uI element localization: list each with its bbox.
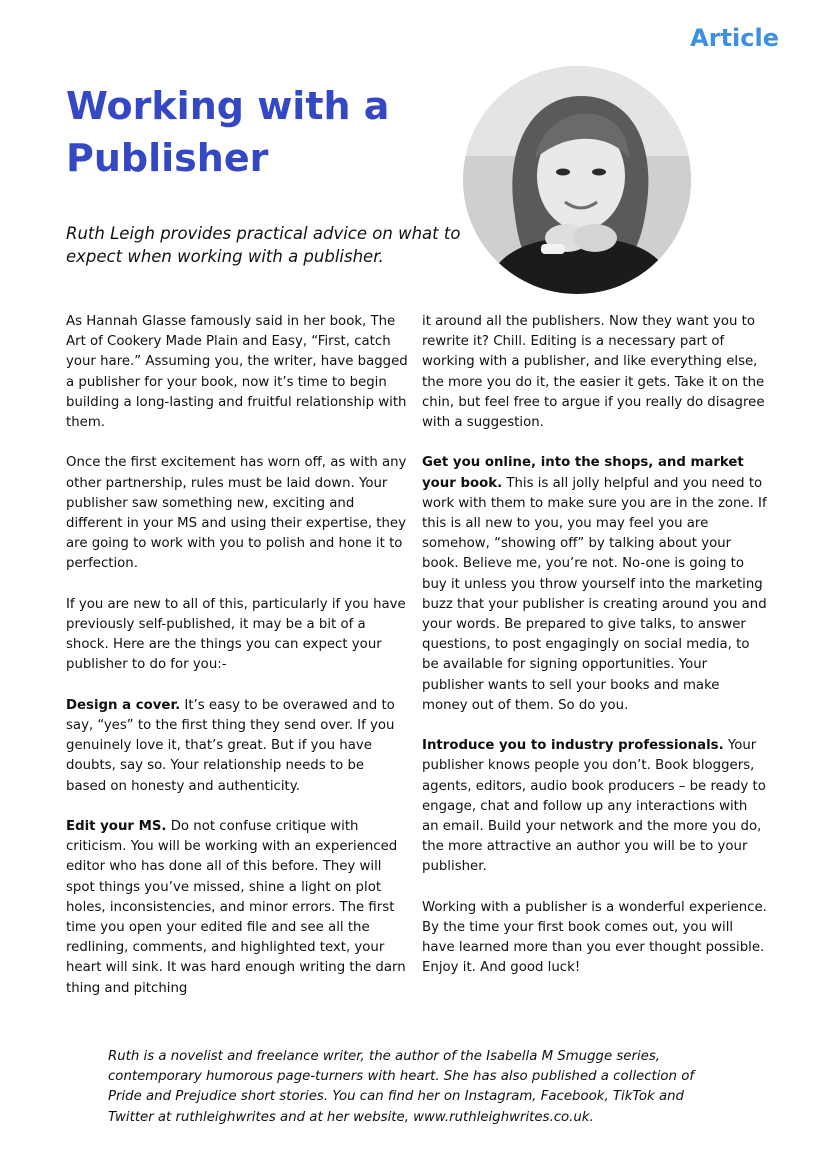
author-portrait — [463, 66, 691, 294]
paragraph-text: If you are new to all of this, particularly if you have previously self-published, it may be a bit of a shock. Here are the things you can expect your publisher to do for you:- — [66, 596, 406, 673]
article-column-left — [66, 312, 408, 1019]
paragraph — [422, 453, 767, 716]
paragraph-lead: Introduce you to industry professionals. — [422, 738, 724, 754]
author-portrait-illustration — [463, 66, 691, 294]
paragraph — [422, 736, 767, 877]
paragraph-text: it around all the publishers. Now they want you to rewrite it? Chill. Editing is a necessary part of working with a publisher, and like everything else, the more you do it, the easier it gets. Take it on the chin, but feel free to argue if you really do disagree with a suggestion. — [422, 314, 765, 431]
paragraph-text: This is all jolly helpful and you need to work with them to make sure you are in the zone. If this is all new to you, you may feel you are somehow, “showing off” by talking about your book. Believe me, you’re not. No-one is going to buy it unless you throw yourself into the marketing buzz that your publisher is creating around you and your words. Be prepared to give talks, to answer questions, to post engagingly on social media, to be available for signing opportunities. Your publisher wants to sell your books and make money out of them. So do you. — [422, 475, 767, 713]
paragraph-text: Your publisher knows people you don’t. Book bloggers, agents, editors, audio book producers – be ready to engage, chat and follow up any interactions with an email. Build your network and the more you do, the more attractive an author you will be to your publisher. — [422, 738, 766, 875]
section-label: Article — [690, 24, 779, 52]
paragraph-lead: Get you online, into the shops, and market your book. — [422, 455, 744, 491]
article-title: Working with a Publisher — [66, 84, 390, 180]
paragraph-text: Working with a publisher is a wonderful experience. By the time your first book comes out, you will have learned more than you ever thought possible. Enjoy it. And good luck! — [422, 899, 767, 976]
author-bio: Ruth is a novelist and freelance writer, the author of the Isabella M Smugge series, contemporary humorous page-turners with heart. She has also published a collection of Pride and Prejudice short stories. You can find her on Instagram, Facebook, TikTok and Twitter at ruthleighwrites and at her website, www.ruthleighwrites.co.uk. — [108, 1049, 695, 1125]
paragraph-text: As Hannah Glasse famously said in her book, The Art of Cookery Made Plain and Easy, “First, catch your hare.” Assuming you, the writer, have bagged a publisher for your book, now it’s time to begin building a long-lasting and fruitful relationship with them. — [66, 314, 408, 431]
paragraph — [66, 595, 408, 676]
paragraph — [66, 817, 408, 999]
article-column-right — [422, 312, 767, 999]
paragraph — [66, 696, 408, 797]
article-standfirst: Ruth Leigh provides practical advice on what to expect when working with a publisher. — [66, 224, 461, 266]
paragraph-text: Once the first excitement has worn off, as with any other partnership, rules must be laid down. Your publisher saw something new, exciting and different in your MS and using their expertise, they are going to work with you to polish and hone it to perfection. — [66, 455, 407, 572]
paragraph — [66, 453, 408, 574]
paragraph-text: Do not confuse critique with criticism. You will be working with an experienced editor who has done all of this before. They will spot things you’ve missed, shine a light on plot holes, inconsistencies, and minor errors. The first time you open your edited file and see all the redlining, comments, and highlighted text, your heart will sink. It was hard enough writing the darn thing and pitching — [66, 819, 406, 996]
paragraph — [66, 312, 408, 433]
paragraph-text: It’s easy to be overawed and to say, “yes” to the first thing they send over. If you genuinely love it, that’s great. But if you have doubts, say so. Your relationship needs to be based on honesty and authenticity. — [66, 697, 395, 794]
paragraph — [422, 312, 767, 433]
paragraph-lead: Edit your MS. — [66, 819, 167, 835]
paragraph — [422, 898, 767, 979]
paragraph-lead: Design a cover. — [66, 697, 181, 713]
